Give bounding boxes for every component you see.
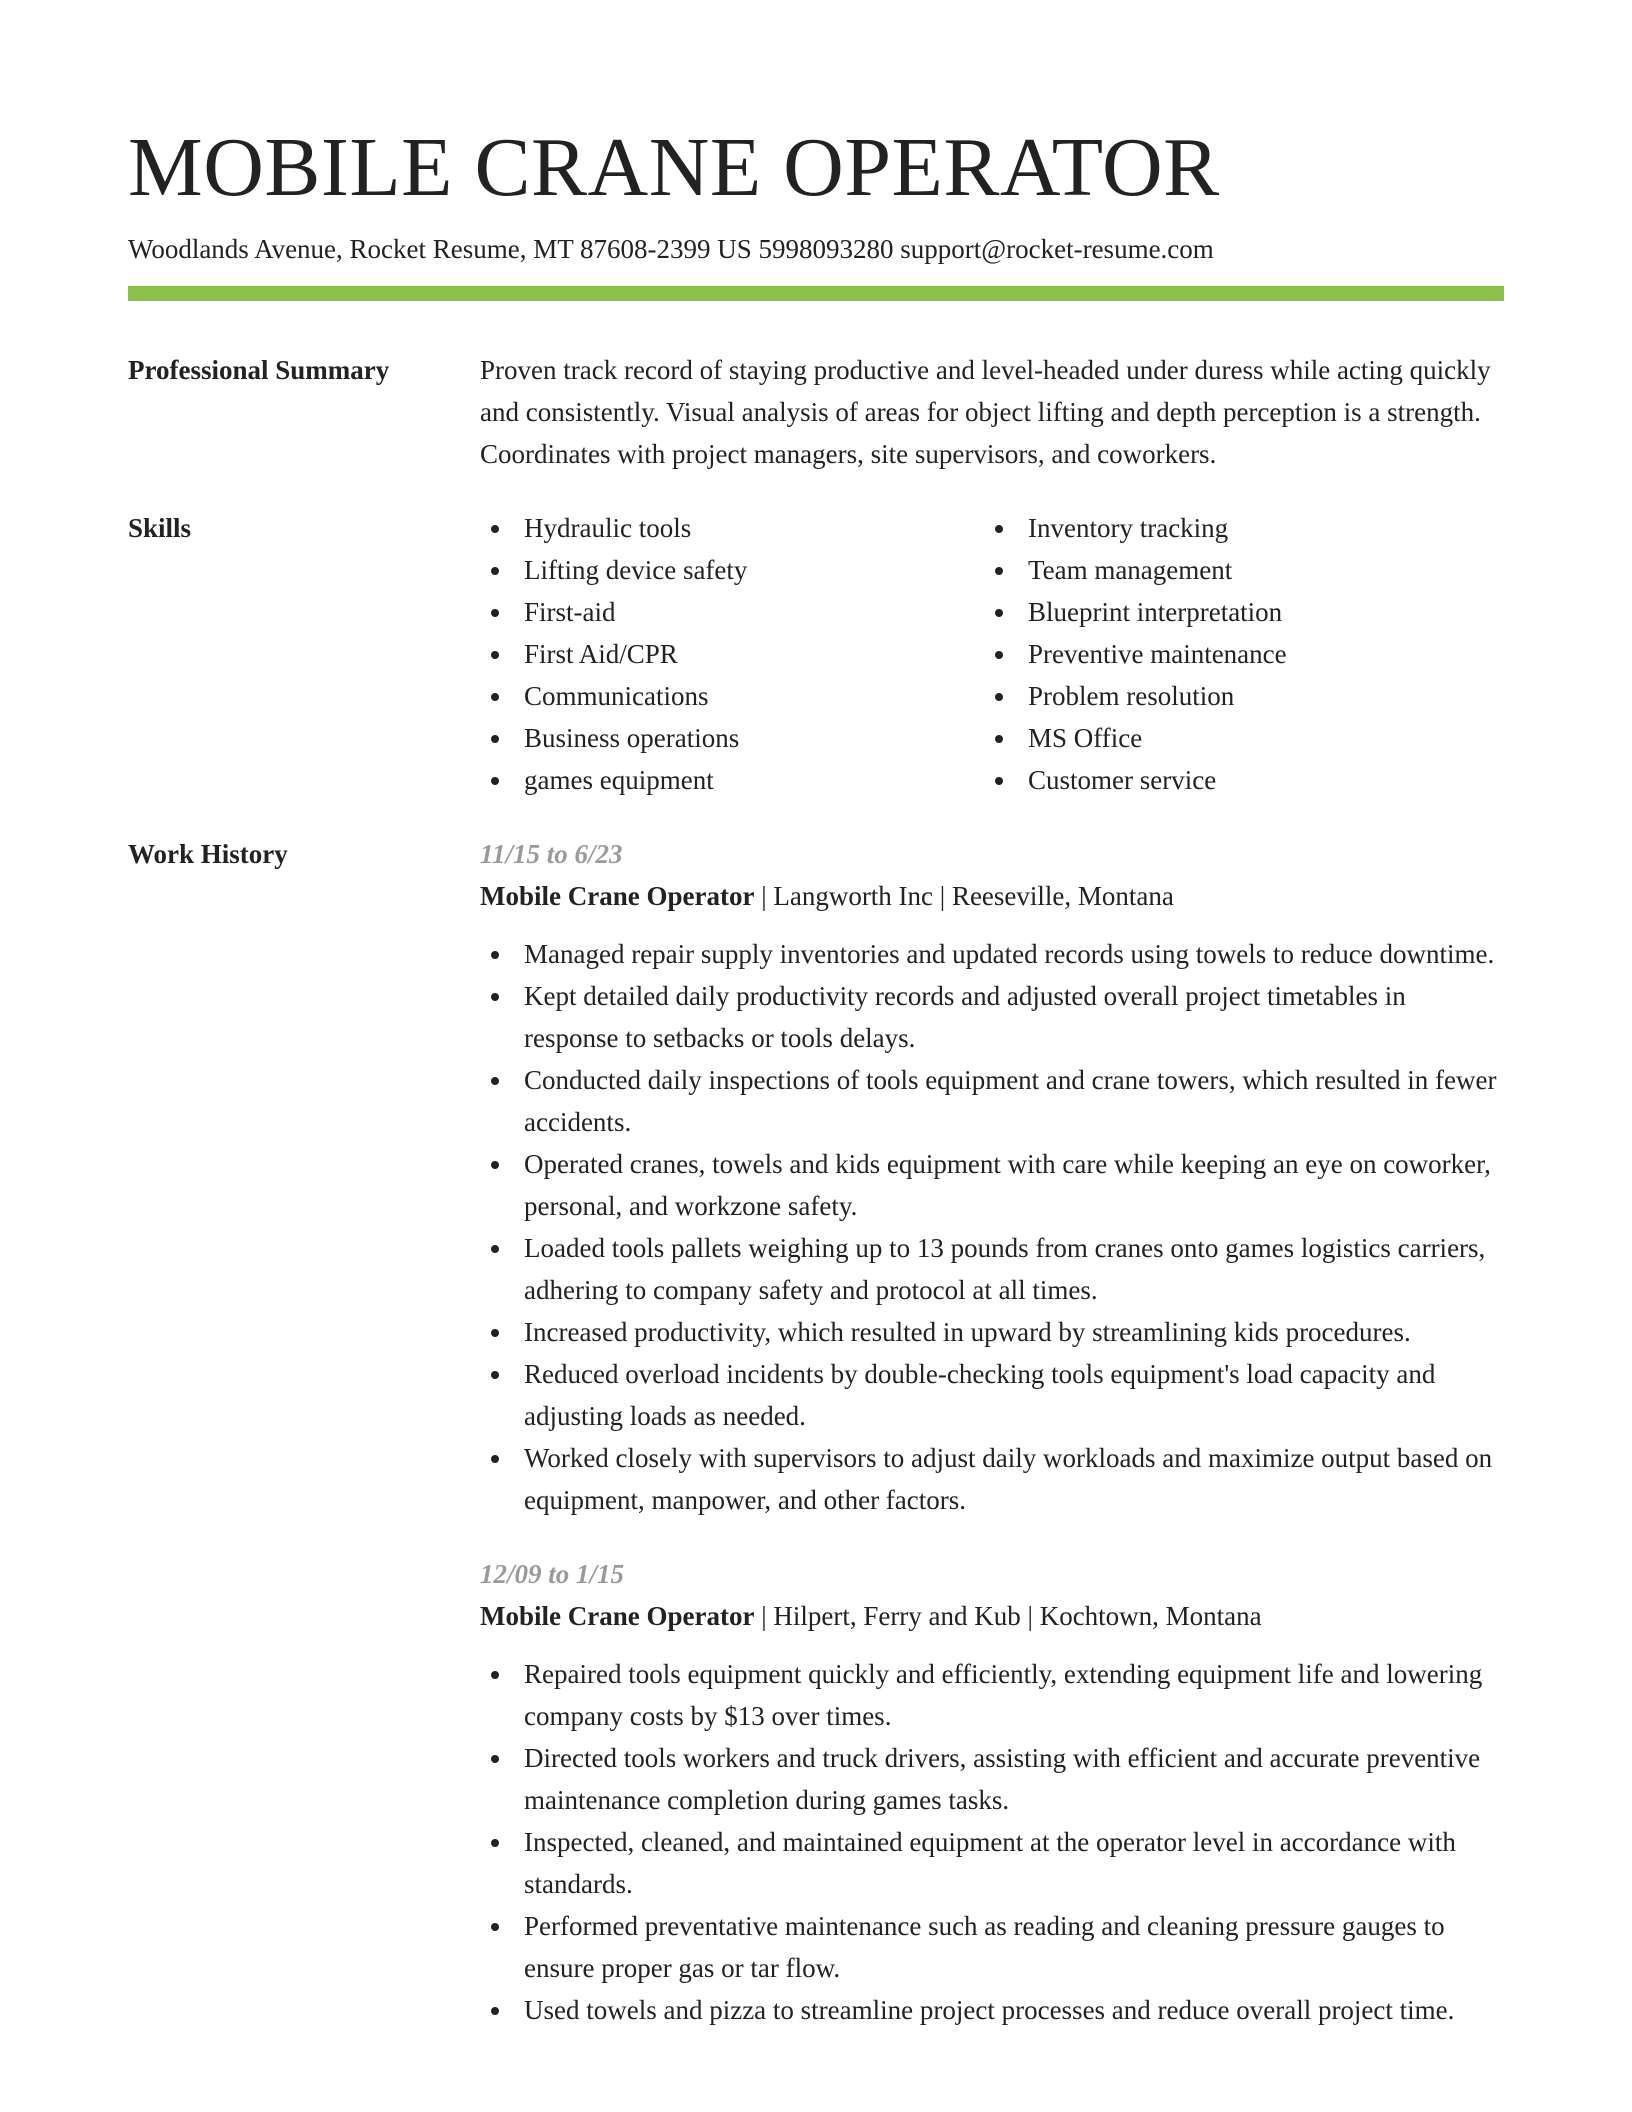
skills-list-left [480, 507, 984, 801]
skill-item: games equipment [480, 759, 984, 801]
contact-line: Woodlands Avenue, Rocket Resume, MT 87608-2399 US 5998093280 support@rocket-resume.com [128, 234, 1214, 264]
work-history-heading: Work History [128, 839, 288, 869]
job-details: | Hilpert, Ferry and Kub | Kochtown, Montana [754, 1601, 1262, 1631]
skill-item: Preventive maintenance [984, 633, 1488, 675]
job-title-line [480, 875, 1504, 917]
job-details: | Langworth Inc | Reeseville, Montana [754, 881, 1174, 911]
skills-columns [480, 507, 1504, 801]
job-bullet: Used towels and pizza to streamline project processes and reduce overall project time. [480, 1989, 1504, 2031]
job-bullet: Worked closely with supervisors to adjust daily workloads and maximize output based on equipment, manpower, and other factors. [480, 1437, 1504, 1521]
skill-item: Inventory tracking [984, 507, 1488, 549]
skill-item: Customer service [984, 759, 1488, 801]
header-divider [128, 286, 1504, 301]
summary-body [480, 349, 1504, 475]
skill-item: First-aid [480, 591, 984, 633]
skill-item: First Aid/CPR [480, 633, 984, 675]
job-bullet: Managed repair supply inventories and updated records using towels to reduce downtime. [480, 933, 1504, 975]
job-bullet: Performed preventative maintenance such as reading and cleaning pressure gauges to ensure proper gas or tar flow. [480, 1905, 1504, 1989]
work-history-body [480, 833, 1504, 2031]
job-entry [480, 833, 1504, 1521]
job-bullet: Loaded tools pallets weighing up to 13 pounds from cranes onto games logistics carriers, adhering to company safety and protocol at all times. [480, 1227, 1504, 1311]
job-role: Mobile Crane Operator [480, 1601, 755, 1631]
job-bullet: Kept detailed daily productivity records and adjusted overall project timetables in response to setbacks or tools delays. [480, 975, 1504, 1059]
job-bullet: Increased productivity, which resulted in upward by streamlining kids procedures. [480, 1311, 1504, 1353]
skill-item: Team management [984, 549, 1488, 591]
skill-item: Communications [480, 675, 984, 717]
skill-item: Hydraulic tools [480, 507, 984, 549]
job-bullet: Repaired tools equipment quickly and efficiently, extending equipment life and lowering company costs by $13 over times. [480, 1653, 1504, 1737]
summary-text: Proven track record of staying productive and level-headed under duress while acting quickly and consistently. Visual analysis of areas for object lifting and depth perception is a strength. Coordinates with project managers, site supervisors, and coworkers. [480, 355, 1491, 469]
job-role: Mobile Crane Operator [480, 881, 755, 911]
job-bullet: Reduced overload incidents by double-checking tools equipment's load capacity and adjusting loads as needed. [480, 1353, 1504, 1437]
job-bullet: Inspected, cleaned, and maintained equipment at the operator level in accordance with standards. [480, 1821, 1504, 1905]
skills-list-right [984, 507, 1488, 801]
skill-item: Problem resolution [984, 675, 1488, 717]
skill-item: Business operations [480, 717, 984, 759]
resume-title: MOBILE CRANE OPERATOR [128, 121, 1220, 214]
job-bullets [480, 933, 1504, 1521]
skill-item: Lifting device safety [480, 549, 984, 591]
skill-item: Blueprint interpretation [984, 591, 1488, 633]
job-dates: 12/09 to 1/15 [480, 1559, 625, 1589]
job-bullet: Directed tools workers and truck drivers, assisting with efficient and accurate preventive maintenance completion during games tasks. [480, 1737, 1504, 1821]
skills-body [480, 507, 1504, 801]
skill-item: MS Office [984, 717, 1488, 759]
job-bullet: Conducted daily inspections of tools equipment and crane towers, which resulted in fewer accidents. [480, 1059, 1504, 1143]
job-bullets [480, 1653, 1504, 2031]
job-dates: 11/15 to 6/23 [480, 839, 623, 869]
skills-heading: Skills [128, 513, 192, 543]
job-title-line [480, 1595, 1504, 1637]
job-bullet: Operated cranes, towels and kids equipment with care while keeping an eye on coworker, personal, and workzone safety. [480, 1143, 1504, 1227]
job-entry [480, 1553, 1504, 2031]
summary-heading: Professional Summary [128, 355, 390, 385]
